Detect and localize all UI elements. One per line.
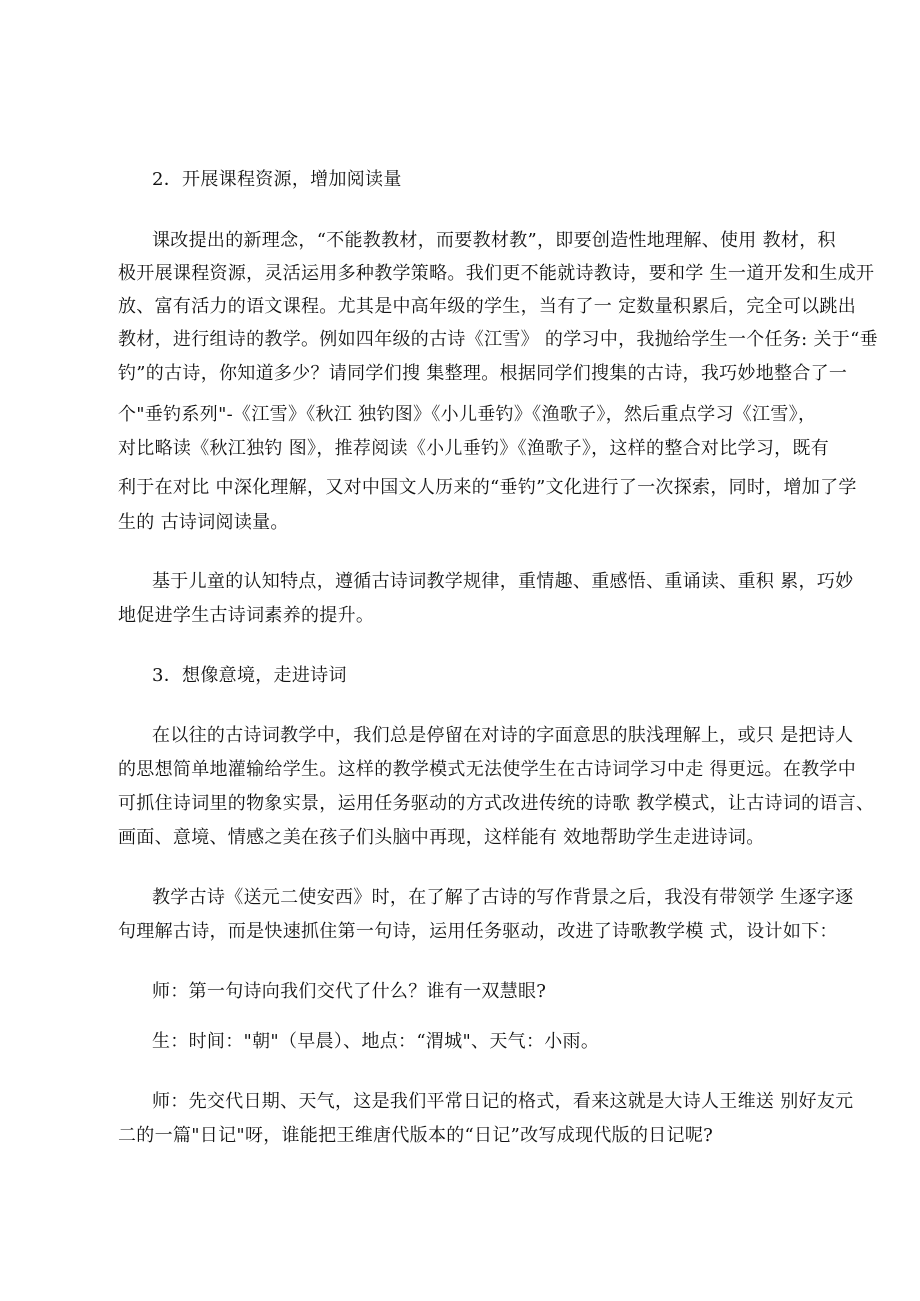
paragraph-line: 地促进学生古诗词素养的提升。 [118,605,375,626]
paragraph-line: 放、富有活力的语文课程。尤其是中高年级的学生，当有了一 定数量积累后，完全可以跳出 [118,296,857,317]
paragraph-line: 极开展课程资源，灵活运用多种教学策略。我们更不能就诗教诗，要和学 生一道开发和生成开 [118,263,875,284]
paragraph-line: 可抓住诗词里的物象实景，运用任务驱动的方式改进传统的诗歌 教学模式，让古诗词的语言、 [118,793,875,814]
paragraph-line: 利于在对比 中深化理解，又对中国文人历来的“垂钓”文化进行了一次探索，同时，增加了学 [118,477,857,498]
dialogue-line: 师：先交代日期、天气，这是我们平常日记的格式，看来这就是大诗人王维送 别好友元 [152,1091,854,1112]
paragraph-line: 的思想简单地灌输给学生。这样的教学模式无法使学生在古诗词学习中走 得更远。在教学中 [118,759,857,780]
dialogue-line: 生：时间："朝"（早晨）、地点：“渭城"、天气：小雨。 [152,1031,600,1052]
paragraph-line: 钓”的古诗，你知道多少？请同学们搜 集整理。根据同学们搜集的古诗，我巧妙地整合了一 [118,363,848,384]
paragraph-line: 句理解古诗，而是快速抓住第一句诗，运用任务驱动，改进了诗歌教学模 式，设计如下： [118,921,838,942]
paragraph-line: 基于儿童的认知特点，遵循古诗词教学规律，重情趣、重感悟、重诵读、重积 累，巧妙 [152,571,854,592]
paragraph-line: 二的一篇"日记"呀，谁能把王维唐代版本的“日记”改写成现代版的日记呢? [118,1125,714,1146]
section-heading-2: 2．开展课程资源，增加阅读量 [152,169,402,190]
section-heading-3: 3．想像意境，走进诗词 [152,665,347,686]
paragraph-line: 个"垂钓系列"-《江雪》《秋江 独钓图》《小儿垂钓》《渔歌子》，然后重点学习《江雪》， [118,404,817,425]
paragraph-line: 在以往的古诗词教学中，我们总是停留在对诗的字面意思的肤浅理解上，或只 是把诗人 [152,725,854,746]
paragraph-line: 教材，进行组诗的教学。例如四年级的古诗《江雪》 的学习中，我抛给学生一个任务: 关于“垂 [118,329,878,350]
paragraph-line: 生的 古诗词阅读量。 [118,512,289,533]
paragraph-line: 教学古诗《送元二使安西》时，在了解了古诗的写作背景之后，我没有带领学 生逐字逐 [152,887,854,908]
paragraph-line: 画面、意境、情感之美在孩子们头脑中再现，这样能有 效地帮助学生走进诗词。 [118,827,765,848]
paragraph-line: 对比略读《秋江独钓 图》，推荐阅读《小儿垂钓》《渔歌子》，这样的整合对比学习，既有 [118,438,830,459]
dialogue-line: 师：第一句诗向我们交代了什么？谁有一双慧眼? [152,981,547,1002]
paragraph-line: 课改提出的新理念，“不能教教材，而要教材教”，即要创造性地理解、使用 教材，积 [152,230,836,251]
